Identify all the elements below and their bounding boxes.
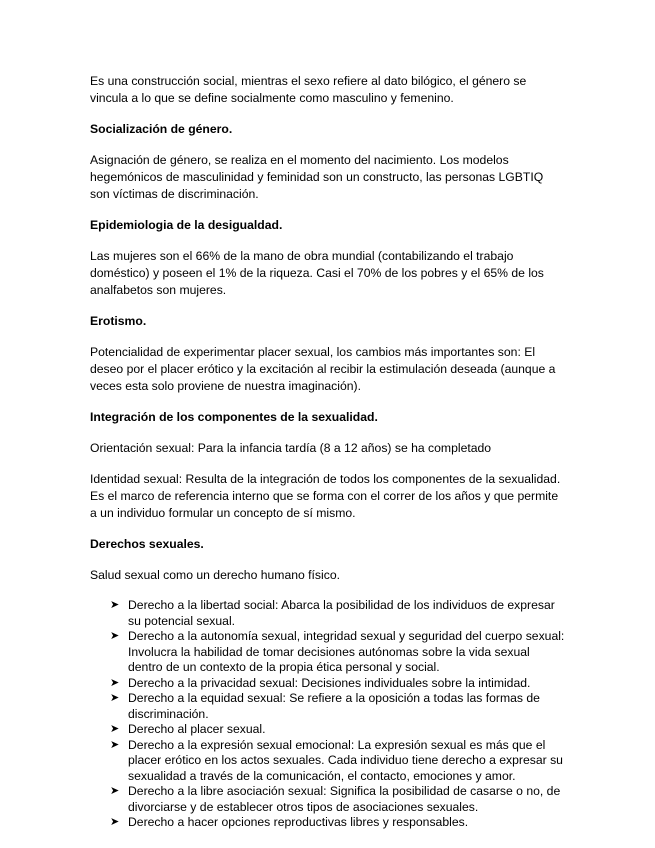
section-heading-socializacion: Socialización de género. bbox=[90, 122, 233, 136]
list-item-text: Derecho a la autonomía sexual, integridad sexual y seguridad del cuerpo sexual: Involucra la habilidad de tomar decisiones autónomas sobre la vida sexual dentro de un contexto de la propia ética personal y social. bbox=[128, 629, 565, 674]
paragraph-epidemiologia: Las mujeres son el 66% de la mano de obra mundial (contabilizando el trabajo doméstico) y poseen el 1% de la riqueza. Casi el 70% de los pobres y el 65% de los analfabetos son mujeres. bbox=[90, 249, 544, 297]
list-item bbox=[110, 738, 565, 785]
list-item-text: Derecho a la equidad sexual: Se refiere a la oposición a todas las formas de discriminación. bbox=[128, 691, 540, 721]
list-item-text: Derecho a la libre asociación sexual: Significa la posibilidad de casarse o no, de divorciarse y de establecer otros tipos de asociaciones sexuales. bbox=[128, 784, 561, 814]
list-item-text: Derecho a la expresión sexual emocional: La expresión sexual es más que el placer erótico en los actos sexuales. Cada individuo tiene derecho a expresar su sexualidad a través de la comunicación, el contacto, emociones y amor. bbox=[128, 737, 563, 783]
list-item bbox=[110, 629, 565, 676]
section-heading-integracion: Integración de los componentes de la sexualidad. bbox=[90, 410, 378, 424]
arrowhead-bullet-icon: ➤ bbox=[110, 738, 120, 751]
list-item-text: Derecho al placer sexual. bbox=[128, 722, 266, 736]
list-item bbox=[110, 691, 565, 722]
arrowhead-bullet-icon: ➤ bbox=[110, 630, 120, 642]
list-item bbox=[110, 676, 565, 692]
arrowhead-bullet-icon: ➤ bbox=[110, 723, 120, 735]
arrowhead-bullet-icon: ➤ bbox=[110, 692, 120, 704]
list-item bbox=[110, 722, 565, 738]
sexual-rights-list bbox=[90, 598, 565, 831]
intro-paragraph: Es una construcción social, mientras el sexo refiere al dato bilógico, el género se vincula a lo que se define socialmente como masculino y femenino. bbox=[90, 74, 527, 105]
section-heading-derechos: Derechos sexuales. bbox=[90, 537, 204, 551]
list-item bbox=[110, 598, 565, 629]
list-item-text: Derecho a hacer opciones reproductivas libres y responsables. bbox=[128, 815, 469, 829]
section-heading-epidemiologia: Epidemiologia de la desigualdad. bbox=[90, 218, 283, 232]
arrowhead-bullet-icon: ➤ bbox=[110, 785, 120, 797]
list-item bbox=[110, 815, 565, 831]
paragraph-orientacion-sexual: Orientación sexual: Para la infancia tardía (8 a 12 años) se ha completado bbox=[90, 441, 492, 455]
paragraph-erotismo: Potencialidad de experimentar placer sexual, los cambios más importantes son: El deseo por el placer erótico y la excitación al recibir la estimulación deseada (aunque a veces esta solo proviene de nuestra imaginación). bbox=[90, 345, 556, 393]
section-heading-erotismo: Erotismo. bbox=[90, 314, 147, 328]
list-item bbox=[110, 784, 565, 815]
arrowhead-bullet-icon: ➤ bbox=[110, 816, 120, 828]
list-item-text: Derecho a la libertad social: Abarca la posibilidad de los individuos de expresar su potencial sexual. bbox=[128, 598, 555, 628]
paragraph-salud-sexual: Salud sexual como un derecho humano físico. bbox=[90, 568, 340, 582]
paragraph-identidad-sexual: Identidad sexual: Resulta de la integración de todos los componentes de la sexualidad. Es el marco de referencia interno que se forma con el correr de los años y que permite a un individuo formular un concepto de sí mismo. bbox=[90, 472, 561, 520]
arrowhead-bullet-icon: ➤ bbox=[110, 676, 120, 689]
paragraph-socializacion: Asignación de género, se realiza en el momento del nacimiento. Los modelos hegemónicos de masculinidad y feminidad son un constructo, las personas LGBTIQ son víctimas de discriminación. bbox=[90, 153, 544, 201]
arrowhead-bullet-icon: ➤ bbox=[110, 599, 120, 611]
list-item-text: Derecho a la privacidad sexual: Decisiones individuales sobre la intimidad. bbox=[128, 675, 531, 690]
